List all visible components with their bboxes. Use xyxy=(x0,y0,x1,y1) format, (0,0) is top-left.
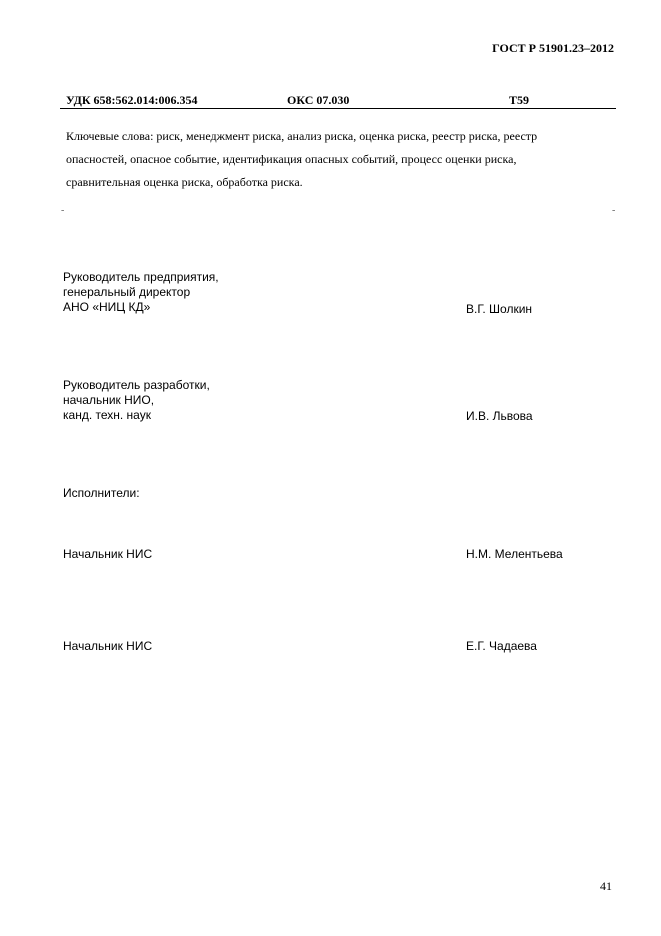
classifier-code: Т59 xyxy=(509,93,530,107)
keywords-line: Ключевые слова: риск, менеджмент риска, анализ риска, оценка риска, реестр риска, реестр xyxy=(66,129,538,143)
signature-role-line: Руководитель предприятия, xyxy=(63,270,219,284)
keywords-line: сравнительная оценка риска, обработка риска. xyxy=(66,175,303,189)
signature-role-exec2: Начальник НИС xyxy=(63,639,153,653)
keywords-paragraph xyxy=(66,125,596,194)
signature-block-dev xyxy=(63,378,210,423)
oks-code: ОКС 07.030 xyxy=(287,93,350,107)
signature-role-line: канд. техн. наук xyxy=(63,408,151,422)
signature-name-head: В.Г. Шолкин xyxy=(466,302,533,316)
margin-mark-left: - xyxy=(61,205,65,216)
document-id: ГОСТ Р 51901.23–2012 xyxy=(492,41,614,55)
margin-mark-right: - xyxy=(612,205,616,216)
signature-role-line: Руководитель разработки, xyxy=(63,378,210,392)
signature-role-line: генеральный директор xyxy=(63,285,191,299)
signature-role-line: АНО «НИЦ КД» xyxy=(63,300,151,314)
signature-role-line: начальник НИО, xyxy=(63,393,155,407)
signature-name-exec1: Н.М. Мелентьева xyxy=(466,547,563,561)
keywords-line: опасностей, опасное событие, идентификация опасных событий, процесс оценки риска, xyxy=(66,152,517,166)
signature-block-head xyxy=(63,270,219,315)
page-number: 41 xyxy=(600,879,612,893)
signature-name-dev: И.В. Львова xyxy=(466,409,533,423)
signature-name-exec2: Е.Г. Чадаева xyxy=(466,639,537,653)
signature-role-exec1: Начальник НИС xyxy=(63,547,153,561)
executors-label: Исполнители: xyxy=(63,486,140,500)
udk-code: УДК 658:562.014:006.354 xyxy=(66,93,198,107)
classification-divider xyxy=(60,108,616,109)
